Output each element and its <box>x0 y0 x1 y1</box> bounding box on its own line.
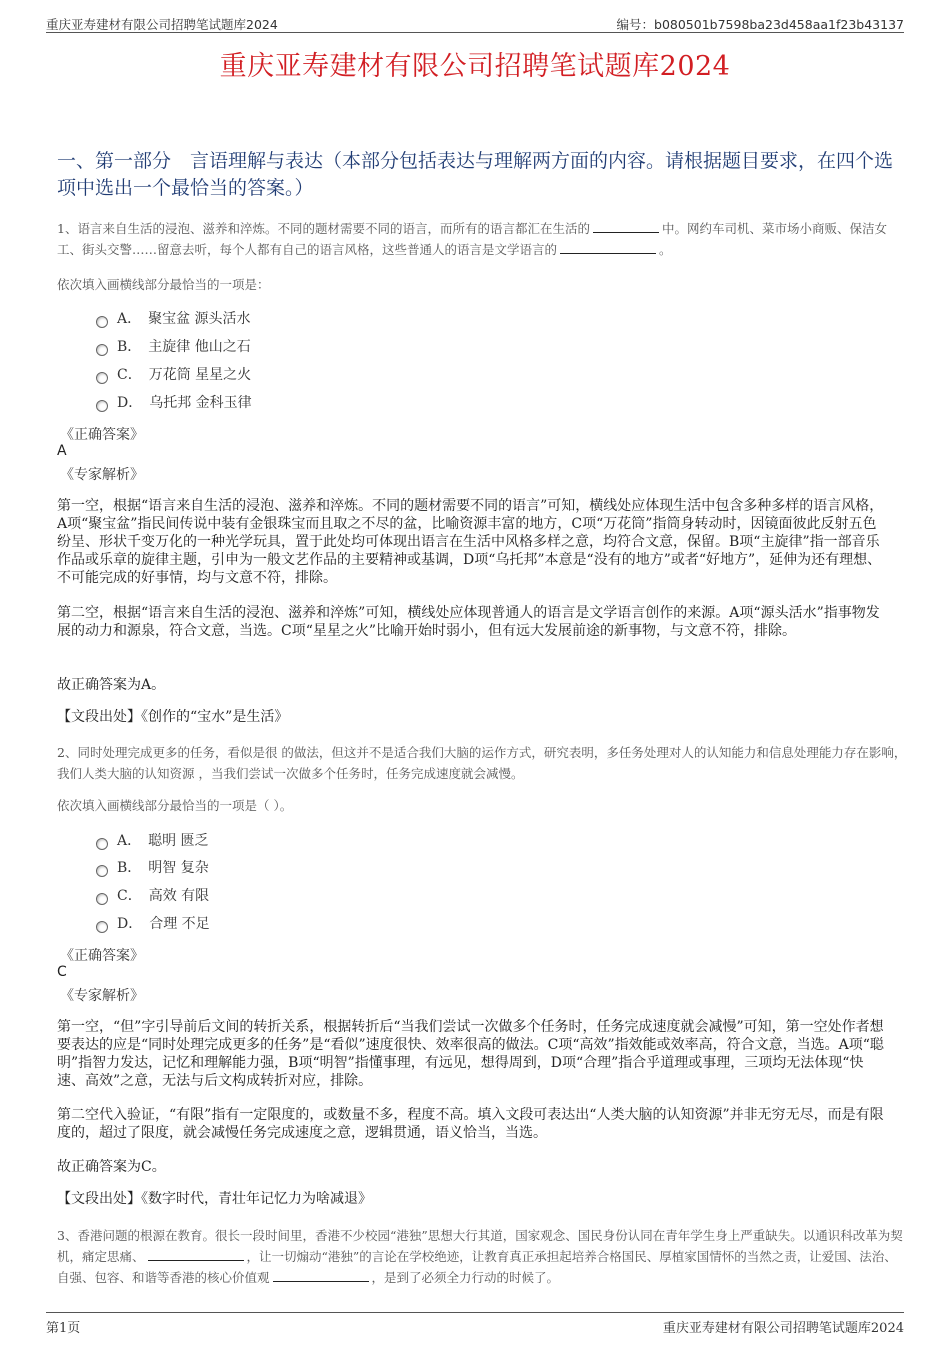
q1-expert-analysis-label: 《专家解析》 <box>60 467 144 483</box>
q1-option-b-label: B． 主旋律 他山之石 <box>117 339 251 355</box>
q1-option-b[interactable] <box>96 337 251 357</box>
radio-icon[interactable] <box>96 921 108 933</box>
q2-option-b[interactable] <box>96 858 209 878</box>
q1-text-part-a: 1、语言来自生活的浸泡、滋养和淬炼。不同的题材需要不同的语言，而所有的语言都汇在生活的 <box>57 221 590 236</box>
q1-correct-answer-label: 《正确答案》 <box>60 427 144 443</box>
header-doc-id: 编号：b080501b7598ba23d458aa1f23b43137 <box>616 17 904 32</box>
q2-option-a[interactable] <box>96 831 209 851</box>
q1-prompt: 依次填入画横线部分最恰当的一项是： <box>57 277 270 292</box>
page-footer <box>46 1312 904 1336</box>
footer-page-number: 第1页 <box>46 1321 81 1336</box>
question-2-text: 2、同时处理完成更多的任务，看似是很 的做法，但这并不是适合我们大脑的运作方式，研究表明，多任务处理对人的认知能力和信息处理能力存在影响，我们人类大脑的认知资源 ，当我们尝试一次做多个任务时，任务完成速度就会减慢。 <box>57 745 907 781</box>
radio-icon[interactable] <box>96 344 108 356</box>
q1-option-d-label: D． 乌托邦 金科玉律 <box>117 395 252 411</box>
q3-text-part-a: 3、香港问题的根源在教育。很长一段时间里，香港不少校园“港独”思想大行其道，国家观念、国民身份认同在青年学生身上严重缺失。以通识科改革为契机，痛定思痛、 <box>57 1228 903 1264</box>
radio-icon[interactable] <box>96 372 108 384</box>
q2-option-d-label: D． 合理 不足 <box>117 916 210 932</box>
q2-source: 【文段出处】《数字时代，青壮年记忆力为啥减退》 <box>57 1191 372 1207</box>
radio-icon[interactable] <box>96 316 108 328</box>
q1-blank-2 <box>560 241 656 254</box>
header-doc-title: 重庆亚寿建材有限公司招聘笔试题库2024 <box>46 17 278 32</box>
q1-option-c[interactable] <box>96 365 251 385</box>
section-heading: 一、第一部分 言语理解与表达（本部分包括表达与理解两方面的内容。请根据题目要求，在四个选项中选出一个最恰当的答案。） <box>57 150 894 199</box>
page-header <box>46 12 904 33</box>
q2-analysis-conclusion: 故正确答案为C。 <box>57 1159 166 1175</box>
footer-doc-title: 重庆亚寿建材有限公司招聘笔试题库2024 <box>662 1321 904 1336</box>
q2-expert-analysis-label: 《专家解析》 <box>60 988 144 1004</box>
q1-option-a-label: A． 聚宝盆 源头活水 <box>117 311 251 327</box>
q2-prompt: 依次填入画横线部分最恰当的一项是（ ）。 <box>57 798 293 813</box>
radio-icon[interactable] <box>96 400 108 412</box>
q2-correct-answer-label: 《正确答案》 <box>60 948 144 964</box>
q3-text-part-c: ，是到了必须全力行动的时候了。 <box>371 1270 560 1285</box>
q3-text-part-b: ，让一切煽动“港独”的言论在学校绝迹，让教育真正承担起培养合格国民、厚植家国情怀的当然之责，让爱国、法治、自强、包容、和谐等香港的核心价值观 <box>57 1249 897 1285</box>
radio-icon[interactable] <box>96 893 108 905</box>
q2-option-a-label: A． 聪明 匮乏 <box>117 833 209 849</box>
radio-icon[interactable] <box>96 838 108 850</box>
page-title: 重庆亚寿建材有限公司招聘笔试题库2024 <box>219 51 731 82</box>
q1-text-part-c: 。 <box>659 242 672 257</box>
q3-blank-1 <box>148 1248 244 1261</box>
q2-option-b-label: B． 明智 复杂 <box>117 860 209 876</box>
q2-option-d[interactable] <box>96 914 210 934</box>
q1-text-part-b: 中。网约车司机、菜市场小商贩、保洁女工、街头交警……留意去听，每个人都有自己的语言风格，这些普通人的语言是文学语言的 <box>57 221 887 257</box>
q1-option-a[interactable] <box>96 309 251 329</box>
q1-source: 【文段出处】《创作的“宝水”是生活》 <box>57 709 289 725</box>
q1-analysis-1: 第一空，根据“语言来自生活的浸泡、滋养和淬炼。不同的题材需要不同的语言”可知，横线处应体现生活中包含多种多样的语言风格，A项“聚宝盆”指民间传说中装有金银珠宝而且取之不尽的盆，比喻资源丰富的地方，C项“万花筒”指筒身转动时，因镜面彼此反射五色纷呈、形状千变万化的一种光学玩具，置于此处均可体现出语言在生活中风格多样之意，均符合文意，保留。B项“主旋律”指一部音乐作品或乐章的旋律主题，引申为一般文艺作品的主要精神或基调，D项“乌托邦”本意是“没有的地方”或者“好地方”，延伸为还有理想、不可能完成的好事情，均与文意不符，排除。 <box>57 498 884 586</box>
q1-analysis-2: 第二空，根据“语言来自生活的浸泡、滋养和淬炼”可知，横线处应体现普通人的语言是文学语言创作的来源。A项“源头活水”指事物发展的动力和源泉，符合文意，当选。C项“星星之火”比喻开始时弱小，但有远大发展前途的新事物，与文意不符，排除。 <box>57 605 880 639</box>
q1-option-d[interactable] <box>96 393 252 413</box>
q1-blank-1 <box>593 220 659 233</box>
q1-option-c-label: C． 万花筒 星星之火 <box>117 367 252 383</box>
q1-analysis-conclusion: 故正确答案为A。 <box>57 677 166 693</box>
q3-blank-2 <box>273 1269 369 1282</box>
q2-analysis-1: 第一空，“但”字引导前后文间的转折关系，根据转折后“当我们尝试一次做多个任务时，任务完成速度就会减慢”可知，第一空处作者想要表达的应是“同时处理完成更多的任务”是“看似”速度很快、效率很高的做法。C项“高效”指效能或效率高，符合文意，当选。A项“聪明”指智力发达，记忆和理解能力强，B项“明智”指懂事理，有远见，想得周到，D项“合理”指合乎道理或事理，三项均无法体现“快速、高效”之意，无法与后文构成转折对应，排除。 <box>57 1019 884 1089</box>
radio-icon[interactable] <box>96 865 108 877</box>
q2-answer: C <box>57 964 67 980</box>
q2-option-c[interactable] <box>96 886 209 906</box>
question-3-text <box>57 1225 908 1288</box>
q2-analysis-2: 第二空代入验证，“有限”指有一定限度的，或数量不多，程度不高。填入文段可表达出“人类大脑的认知资源”并非无穷无尽，而是有限度的，超过了限度，就会减慢任务完成速度之意，逻辑贯通，语义恰当，当选。 <box>57 1107 884 1141</box>
q1-answer: A <box>57 443 67 459</box>
q2-option-c-label: C． 高效 有限 <box>117 888 210 904</box>
question-1-text <box>57 218 908 260</box>
